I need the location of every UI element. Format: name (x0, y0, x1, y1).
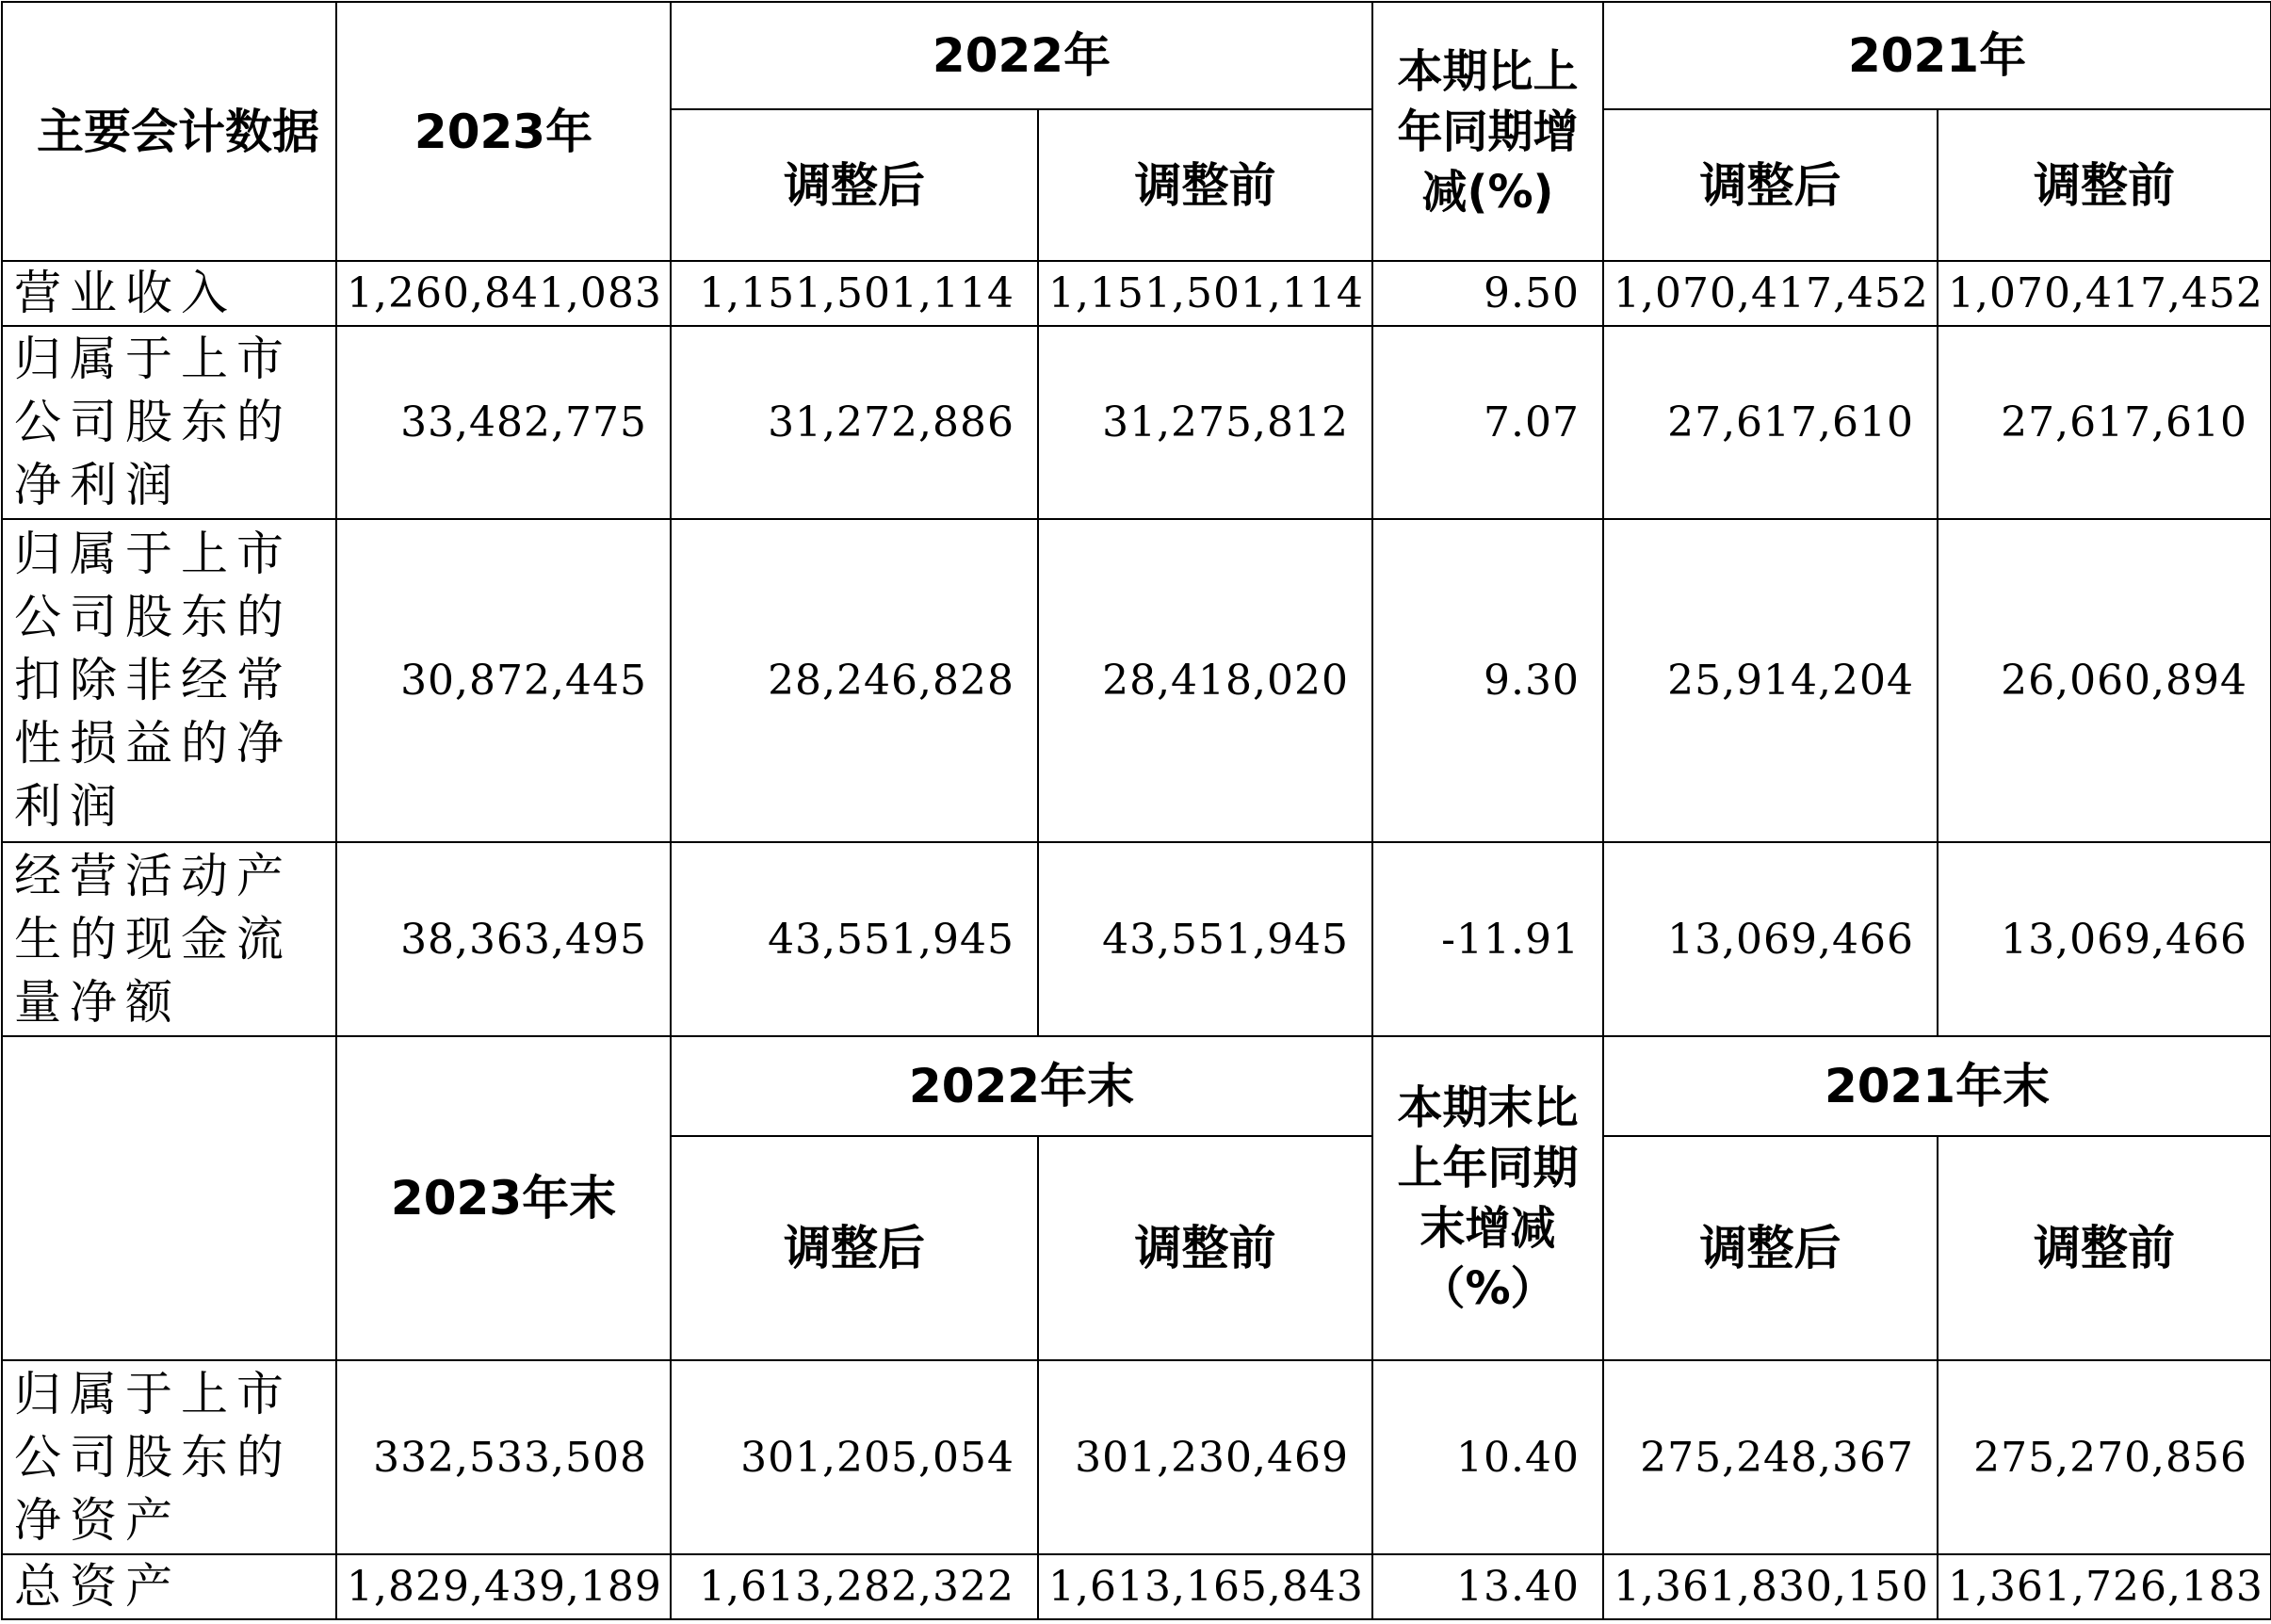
row-label: 归属于上市公司股东的净资产 (2, 1360, 336, 1554)
table-row (2, 842, 2271, 1036)
value-2022-after: 43,551,945 (671, 842, 1038, 1036)
header-row-top (2, 2, 2271, 109)
value-2021-before: 13,069,466 (1938, 842, 2271, 1036)
value-2023: 33,482,775 (336, 326, 671, 519)
value-2023: 1,260,841,083 (336, 261, 671, 326)
header-2021-adjusted-before: 调整前 (1938, 109, 2271, 261)
value-2023: 38,363,495 (336, 842, 671, 1036)
header-year-2021: 2021年 (1603, 2, 2271, 109)
table-row (2, 261, 2271, 326)
value-2021-after: 1,070,417,452 (1603, 261, 1938, 326)
row-label: 总资产 (2, 1554, 336, 1619)
header-2022-adjusted-before: 调整前 (1038, 109, 1372, 261)
value-2021-after: 13,069,466 (1603, 842, 1938, 1036)
value-2021-end-after: 275,248,367 (1603, 1360, 1938, 1554)
row-label: 营业收入 (2, 261, 336, 326)
header-main-label-empty (2, 1036, 336, 1360)
table-row (2, 1554, 2271, 1619)
table-row (2, 326, 2271, 519)
value-2022-end-before: 1,613,165,843 (1038, 1554, 1372, 1619)
header-2021-adjusted-after: 调整后 (1603, 109, 1938, 261)
header-2021-end-adjusted-before: 调整前 (1938, 1136, 2271, 1360)
header-row-top-2 (2, 1036, 2271, 1136)
value-2023-end: 1,829,439,189 (336, 1554, 671, 1619)
value-2021-after: 25,914,204 (1603, 519, 1938, 842)
row-label: 归属于上市公司股东的净利润 (2, 326, 336, 519)
row-label: 经营活动产生的现金流量净额 (2, 842, 336, 1036)
value-change-end: 10.40 (1372, 1360, 1603, 1554)
value-2021-before: 26,060,894 (1938, 519, 2271, 842)
value-2022-end-after: 301,205,054 (671, 1360, 1038, 1554)
value-2022-after: 31,272,886 (671, 326, 1038, 519)
value-2022-before: 1,151,501,114 (1038, 261, 1372, 326)
value-2021-before: 1,070,417,452 (1938, 261, 2271, 326)
value-2023-end: 332,533,508 (336, 1360, 671, 1554)
value-2022-after: 1,151,501,114 (671, 261, 1038, 326)
value-2021-end-before: 1,361,726,183 (1938, 1554, 2271, 1619)
header-year-2023-end: 2023年末 (336, 1036, 671, 1360)
value-2023: 30,872,445 (336, 519, 671, 842)
key-accounting-data-table (1, 1, 2271, 1620)
header-2022-end-adjusted-before: 调整前 (1038, 1136, 1372, 1360)
value-2021-end-before: 275,270,856 (1938, 1360, 2271, 1554)
value-2022-end-before: 301,230,469 (1038, 1360, 1372, 1554)
table-row (2, 519, 2271, 842)
value-2022-before: 28,418,020 (1038, 519, 1372, 842)
value-2022-end-after: 1,613,282,322 (671, 1554, 1038, 1619)
row-label: 归属于上市公司股东的扣除非经常性损益的净利润 (2, 519, 336, 842)
value-change-end: 13.40 (1372, 1554, 1603, 1619)
value-2021-after: 27,617,610 (1603, 326, 1938, 519)
header-year-2023: 2023年 (336, 2, 671, 261)
value-2021-end-after: 1,361,830,150 (1603, 1554, 1938, 1619)
value-change: 7.07 (1372, 326, 1603, 519)
header-2022-end-adjusted-after: 调整后 (671, 1136, 1038, 1360)
header-year-2022-end: 2022年末 (671, 1036, 1372, 1136)
value-change: 9.30 (1372, 519, 1603, 842)
value-change: -11.91 (1372, 842, 1603, 1036)
header-2022-adjusted-after: 调整后 (671, 109, 1038, 261)
header-year-2021-end: 2021年末 (1603, 1036, 2271, 1136)
value-2022-before: 31,275,812 (1038, 326, 1372, 519)
header-2021-end-adjusted-after: 调整后 (1603, 1136, 1938, 1360)
value-2021-before: 27,617,610 (1938, 326, 2271, 519)
value-2022-before: 43,551,945 (1038, 842, 1372, 1036)
table-row (2, 1360, 2271, 1554)
value-2022-after: 28,246,828 (671, 519, 1038, 842)
header-change-pct: 本期比上年同期增减(%) (1372, 2, 1603, 261)
header-year-2022: 2022年 (671, 2, 1372, 109)
header-change-end-pct: 本期末比上年同期末增减（%） (1372, 1036, 1603, 1360)
header-main-label: 主要会计数据 (2, 2, 336, 261)
value-change: 9.50 (1372, 261, 1603, 326)
